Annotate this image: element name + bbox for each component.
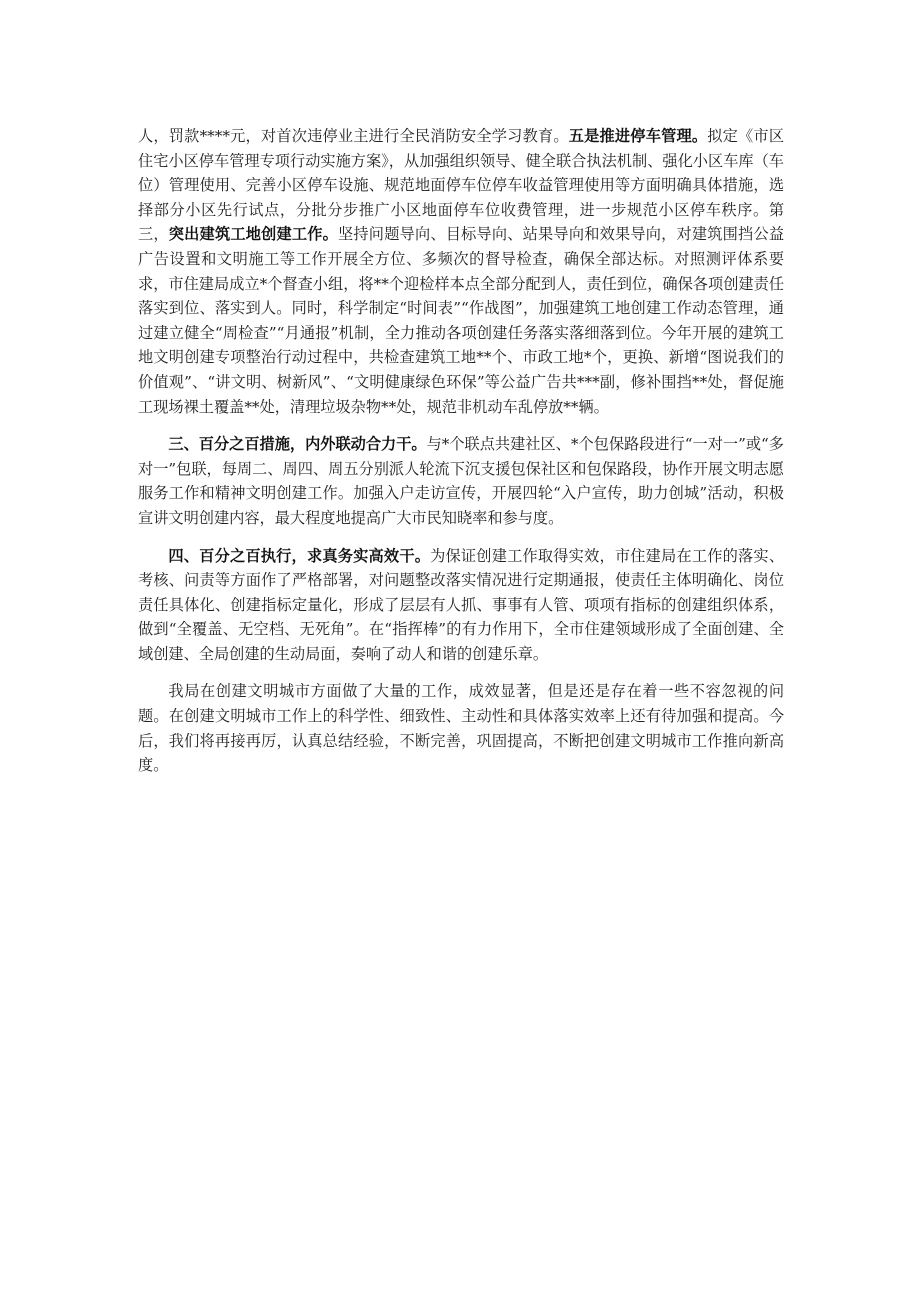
paragraph-conclusion [138,679,784,777]
paragraph-section-three [138,432,784,530]
paragraph-text: 为保证创建工作取得实效，市住建局在工作的落实、考核、问责等方面作了严格部署，对问题整改落实情况进行定期通报，使责任主体明确化、岗位责任具体化、创建指标定量化，形成了层层有人抓、事事有人管、项项有指标的创建组织体系，做到“全覆盖、无空档、无死角”。在“指挥棒”的有力作用下，全市住建领域形成了全面创建、全域创建、全局创建的生动局面，奏响了动人和谐的创建乐章。 [138,546,785,663]
heading-parking-management: 五是推进停车管理。 [568,127,708,145]
paragraph-section-four [138,544,784,667]
paragraph-text: 我局在创建文明城市方面做了大量的工作，成效显著，但是还是存在着一些不容忽视的问题。在创建文明城市工作上的科学性、细致性、主动性和具体落实效率上还有待加强和提高。今后，我们将再接再厉，认真总结经验，不断完善，巩固提高，不断把创建文明城市工作推向新高度。 [138,682,784,775]
heading-section-four: 四、百分之百执行，求真务实高效干。 [168,546,431,565]
paragraph-text: 人，罚款****元，对首次违停业主进行全民消防安全学习教育。 [138,127,569,145]
heading-section-three: 三、百分之百措施，内外联动合力干。 [168,435,427,454]
paragraph-text: 拟定《市区住宅小区停车管理专项行动实施方案》，从加强组织领导、健全联合执法机制、强化小区车库（车位）管理使用、完善小区停车设施、规范地面停车位停车收益管理使用等方面明确具体措施，选择部分小区先行试点，分批分步推广小区地面停车位收费管理，进一步规范小区停车秩序。第三， [138,127,784,244]
heading-construction-site: 突出建筑工地创建工作。 [168,225,339,244]
paragraph-parking-and-construction [138,124,784,419]
document-body [138,124,784,791]
paragraph-text: 与*个联点共建社区、*个包保路段进行“一对一”或“多对一”包联，每周二、周四、周五分别派人轮流下沉支援包保社区和包保路段，协作开展文明志愿服务工作和精神文明创建工作。加强入户走访宣传，开展四轮“入户宣传，助力创城”活动，积极宣讲文明创建内容，最大程度地提高广大市民知晓率和参与度。 [138,435,784,527]
paragraph-text: 坚持问题导向、目标导向、站果导向和效果导向，对建筑围挡公益广告设置和文明施工等工作开展全方位、多频次的督导检查，确保全部达标。对照测评体系要求，市住建局成立*个督查小组，将**个迎检样本点全部分配到人，责任到位，确保各项创建责任落实到位、落实到人。同时，科学制定“时间表”“作战图”，加强建筑工地创建工作动态管理，通过建立健全“周检查”“月通报”机制，全力推动各项创建任务落实落细落到位。今年开展的建筑工地文明创建专项整治行动过程中，共检查建筑工地**个、市政工地*个，更换、新增“图说我们的价值观”、“讲文明、树新风”、“文明健康绿色环保”等公益广告共***副，修补围挡**处，督促施工现场裸土覆盖**处，清理垃圾杂物**处，规范非机动车乱停放**辆。 [138,225,785,416]
